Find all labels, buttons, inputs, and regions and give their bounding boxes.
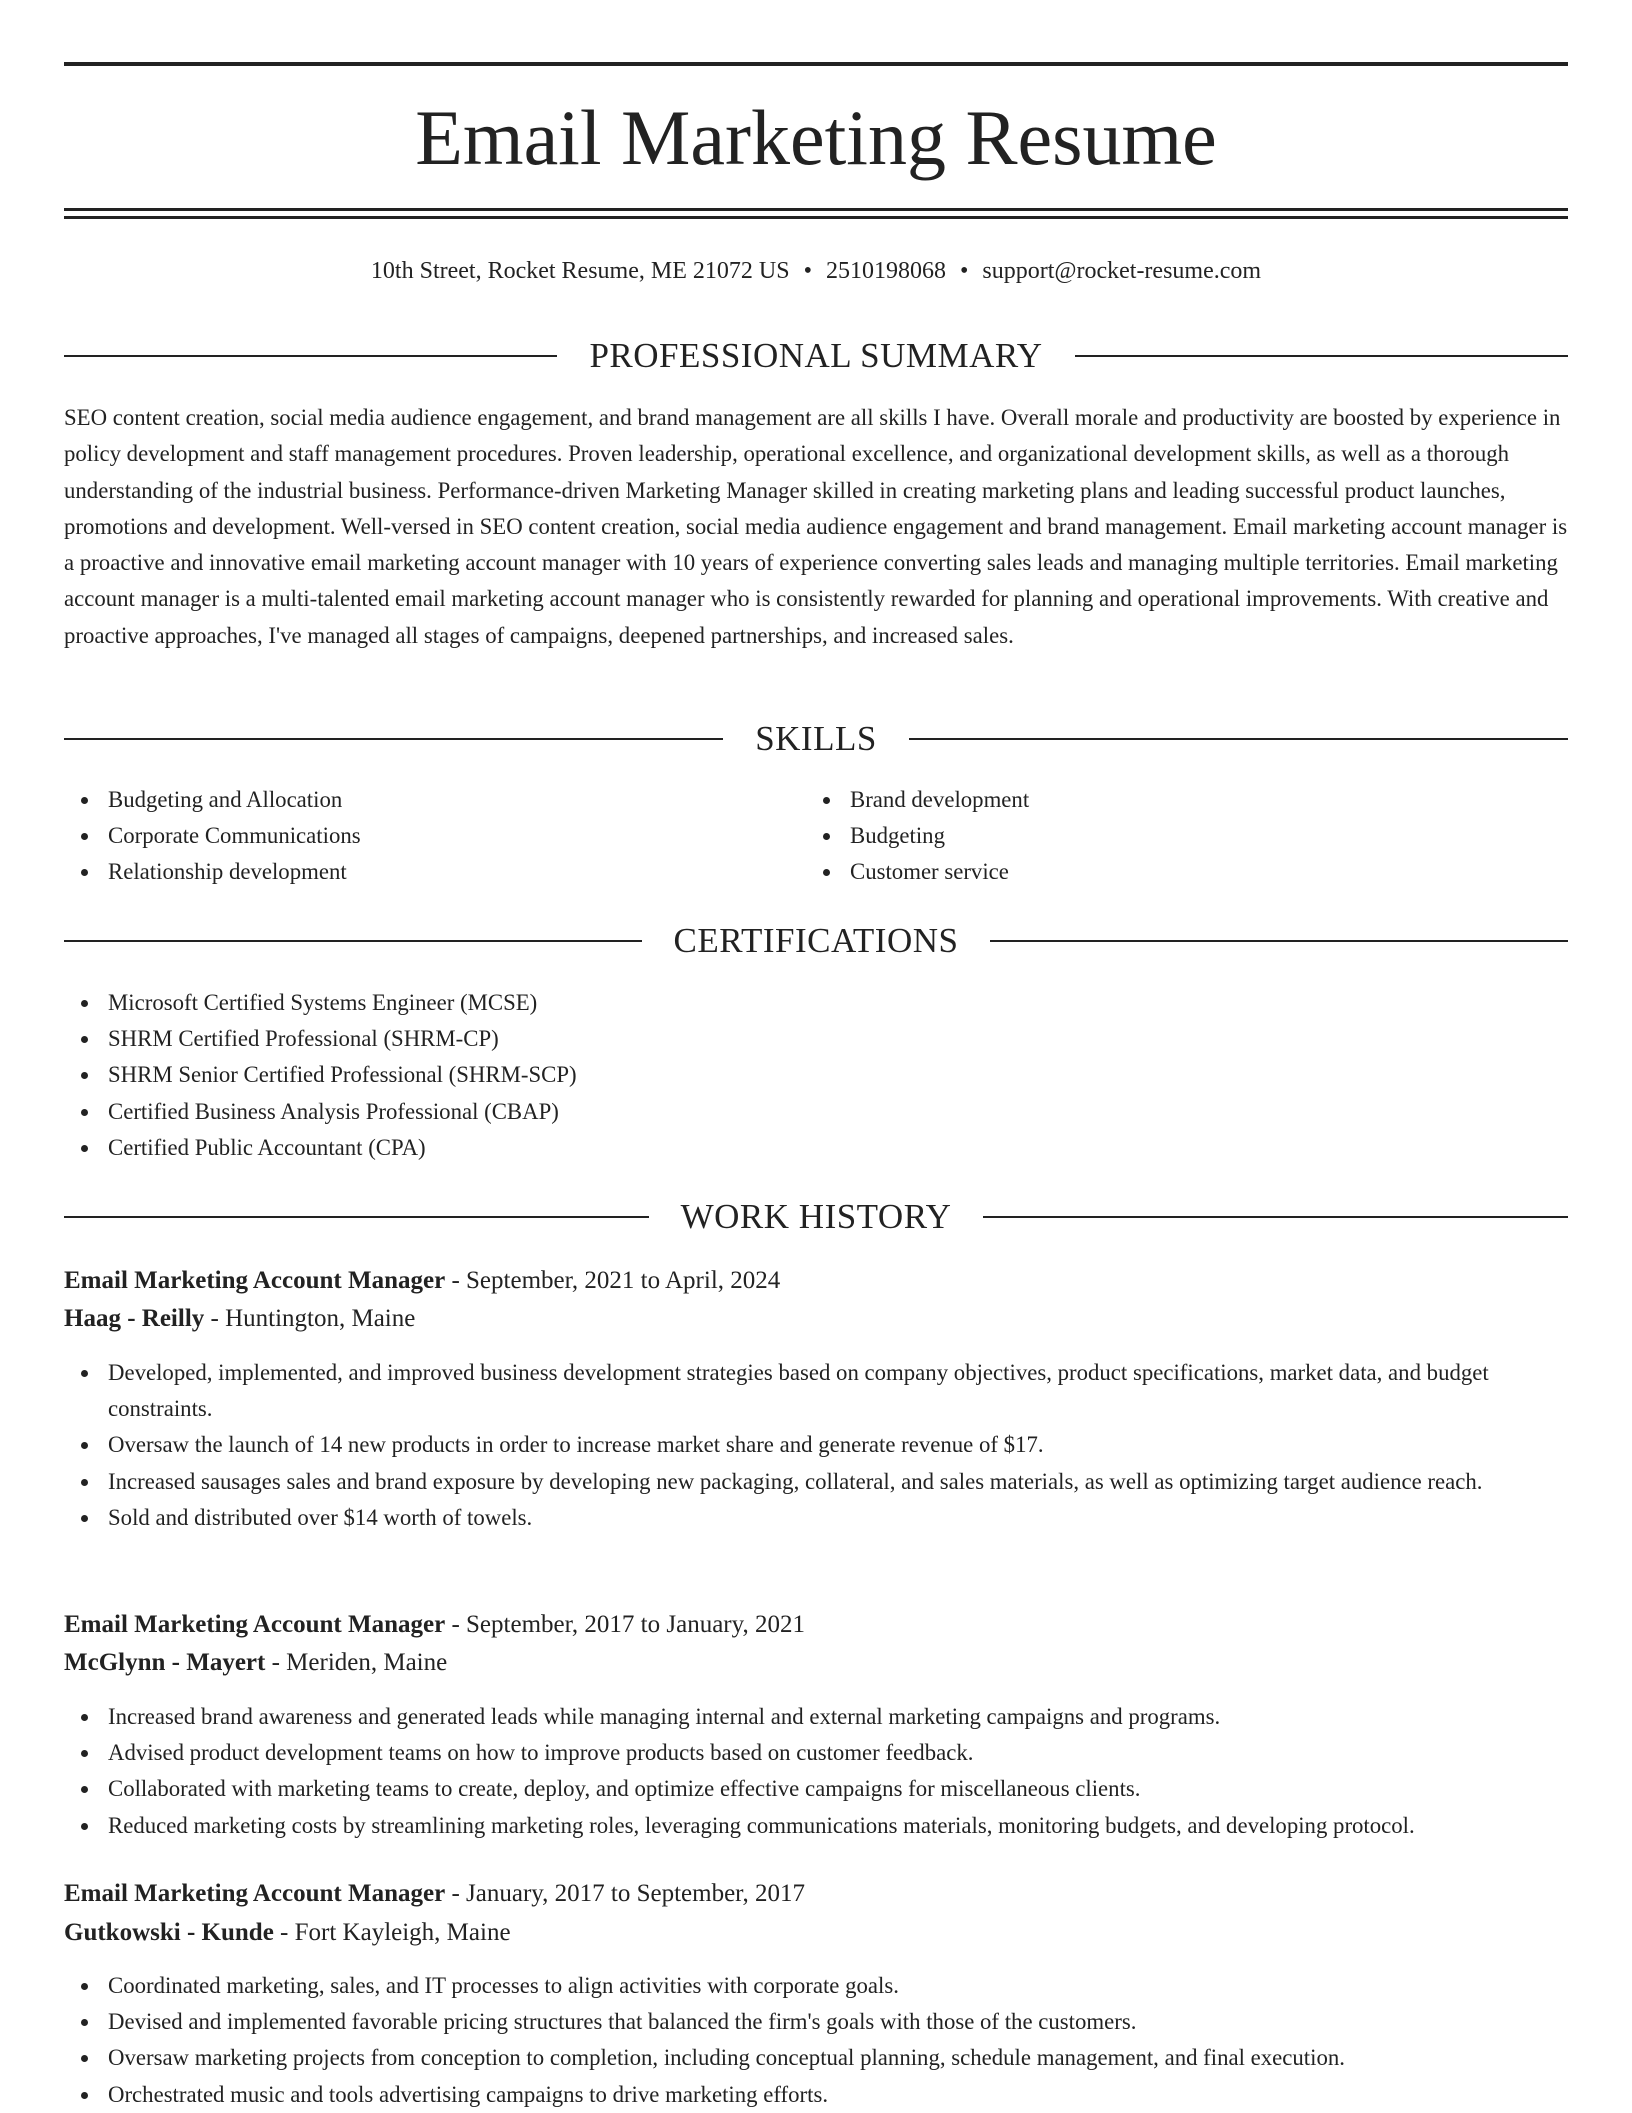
summary-heading — [64, 334, 1568, 378]
certifications-heading — [64, 919, 1568, 963]
skills-list-left — [64, 782, 784, 891]
contact-email[interactable]: support@rocket-resume.com — [982, 258, 1262, 284]
job-company-line — [64, 1645, 1568, 1681]
job-bullet: Increased sausages sales and brand exposure by developing new packaging, collateral, and sales materials, as well as optimizing target audience reach. — [64, 1464, 1568, 1500]
work-history-heading — [64, 1195, 1568, 1239]
contact-phone: 2510198068 — [825, 258, 946, 284]
job-company: Gutkowski - Kunde — [64, 1919, 274, 1946]
skill-item: Budgeting and Allocation — [64, 782, 784, 818]
resume-title: Email Marketing Resume — [415, 94, 1217, 181]
job-title: Email Marketing Account Manager — [64, 1267, 446, 1294]
job-title: Email Marketing Account Manager — [64, 1880, 446, 1907]
job-location: - Huntington, Maine — [204, 1305, 416, 1332]
job-bullet: Advised product development teams on how to improve products based on customer feedback. — [64, 1735, 1568, 1771]
job-bullet: Oversaw marketing projects from conception to completion, including conceptual planning, schedule management, and final execution. — [64, 2040, 1568, 2076]
job-dates: - September, 2017 to January, 2021 — [445, 1611, 806, 1638]
skills-list-right — [806, 782, 1526, 891]
job-bullet: Increased brand awareness and generated leads while managing internal and external marketing campaigns and programs. — [64, 1699, 1568, 1735]
heading-rule-right — [990, 940, 1568, 942]
job-bullet: Collaborated with marketing teams to create, deploy, and optimize effective campaigns for miscellaneous clients. — [64, 1771, 1568, 1807]
contact-address: 10th Street, Rocket Resume, ME 21072 US — [370, 258, 790, 284]
heading-rule-right — [909, 738, 1568, 740]
job-title-line — [64, 1263, 1568, 1299]
skill-item: Budgeting — [806, 818, 1526, 854]
certifications-list — [64, 985, 1568, 1166]
job-dates: - January, 2017 to September, 2017 — [445, 1880, 806, 1907]
job-company-line — [64, 1915, 1568, 1951]
job-company: McGlynn - Mayert — [64, 1649, 266, 1676]
heading-rule-left — [64, 355, 557, 357]
heading-rule-right — [983, 1216, 1568, 1218]
job-title-line — [64, 1876, 1568, 1912]
summary-heading-label: PROFESSIONAL SUMMARY — [589, 336, 1043, 375]
heading-rule-right — [1075, 355, 1568, 357]
job-bullet: Oversaw the launch of 14 new products in order to increase market share and generate revenue of $17. — [64, 1427, 1568, 1463]
job-bullet-list — [64, 1355, 1568, 1536]
heading-rule-left — [64, 738, 723, 740]
work-history-heading-label: WORK HISTORY — [680, 1197, 952, 1236]
title-rule-upper — [64, 208, 1568, 211]
title-rule-lower — [64, 216, 1568, 219]
heading-rule-left — [64, 940, 642, 942]
job-location: - Fort Kayleigh, Maine — [273, 1919, 511, 1946]
skill-item: Corporate Communications — [64, 818, 784, 854]
skill-item: Brand development — [806, 782, 1526, 818]
job-title: Email Marketing Account Manager — [64, 1611, 446, 1638]
job-title-line — [64, 1607, 1568, 1643]
job-bullet: Orchestrated music and tools advertising campaigns to drive marketing efforts. — [64, 2077, 1568, 2113]
top-rule — [64, 62, 1568, 66]
skills-heading — [64, 717, 1568, 761]
summary-text: SEO content creation, social media audience engagement, and brand management are all skills I have. Overall morale and productivity are boosted by experience in policy development and staff management procedures. Proven leadership, operational excellence, and organizational development skills, as well as a thorough understanding of the industrial business. Performance-driven Marketing Manager skilled in creating marketing plans and leading successful product launches, promotions and development. Well-versed in SEO content creation, social media audience engagement and brand management. Email marketing account manager is a proactive and innovative email marketing account manager with 10 years of experience converting sales leads and managing multiple territories. Email marketing account manager is a multi-talented email marketing account manager who is consistently rewarded for planning and operational improvements. With creative and proactive approaches, I've managed all stages of campaigns, deepened partnerships, and increased sales. — [64, 405, 1568, 648]
job-bullet: Developed, implemented, and improved business development strategies based on company objectives, product specifications, market data, and budget constraints. — [64, 1355, 1568, 1427]
job-bullet-list — [64, 1699, 1568, 1844]
job-bullet: Reduced marketing costs by streamlining marketing roles, leveraging communications materials, monitoring budgets, and developing protocol. — [64, 1808, 1568, 1844]
skills-heading-label: SKILLS — [755, 719, 877, 758]
job-company: Haag - Reilly — [64, 1305, 205, 1332]
skill-item: Customer service — [806, 854, 1526, 890]
contact-separator: • — [959, 258, 969, 284]
contact-separator: • — [803, 258, 812, 284]
certification-item: Certified Public Accountant (CPA) — [64, 1130, 1568, 1166]
heading-rule-left — [64, 1216, 649, 1218]
job-bullet: Coordinated marketing, sales, and IT processes to align activities with corporate goals. — [64, 1968, 1568, 2004]
job-bullet: Sold and distributed over $14 worth of towels. — [64, 1500, 1568, 1536]
certifications-heading-label: CERTIFICATIONS — [673, 921, 959, 960]
skill-item: Relationship development — [64, 854, 784, 890]
certification-item: SHRM Senior Certified Professional (SHRM-SCP) — [64, 1057, 1568, 1093]
job-company-line — [64, 1301, 1568, 1337]
contact-line — [64, 254, 1568, 288]
certification-item: SHRM Certified Professional (SHRM-CP) — [64, 1021, 1568, 1057]
job-location: - Meriden, Maine — [265, 1649, 448, 1676]
job-bullet-list — [64, 1968, 1568, 2113]
job-bullet: Devised and implemented favorable pricing structures that balanced the firm's goals with those of the customers. — [64, 2004, 1568, 2040]
certification-item: Microsoft Certified Systems Engineer (MCSE) — [64, 985, 1568, 1021]
job-dates: - September, 2021 to April, 2024 — [445, 1267, 781, 1294]
certification-item: Certified Business Analysis Professional (CBAP) — [64, 1094, 1568, 1130]
